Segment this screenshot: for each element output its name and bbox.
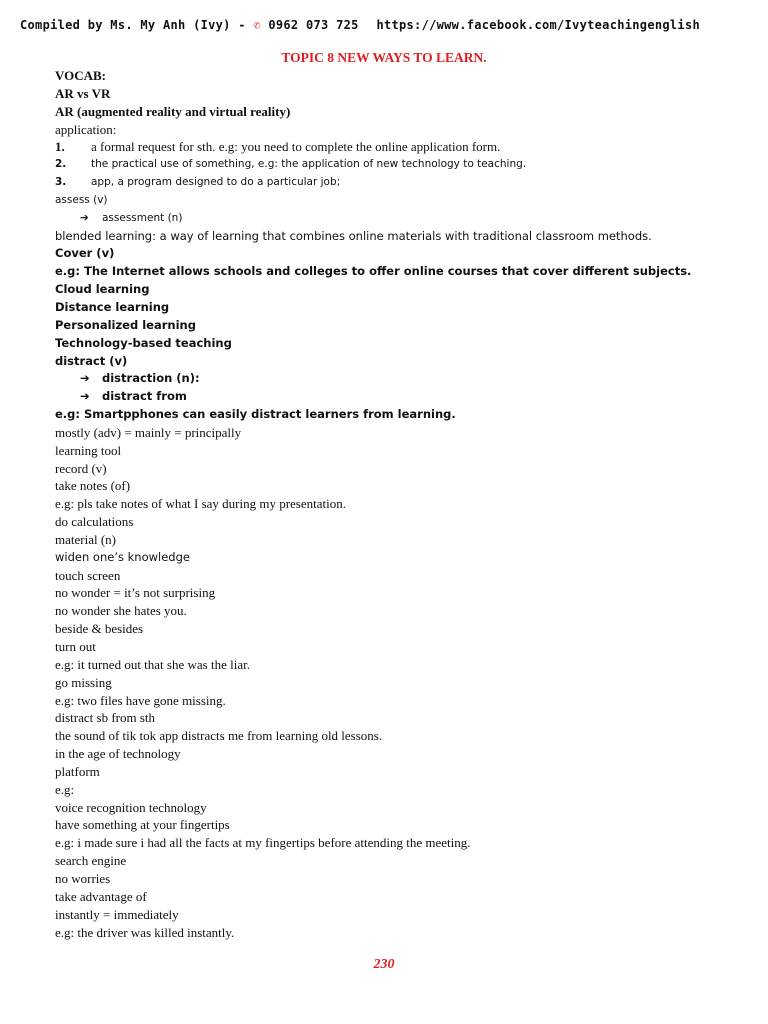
- list-number: 1.: [55, 139, 65, 155]
- vocab-text: material (n): [55, 531, 116, 547]
- arrow-right-icon: ➔: [80, 371, 90, 386]
- vocab-text: mostly (adv) = mainly = principally: [55, 424, 242, 440]
- header-url[interactable]: https://www.facebook.com/Ivyteachingenglish: [376, 18, 700, 32]
- vocab-line: [55, 245, 745, 263]
- vocab-line: [55, 442, 745, 460]
- vocab-line: [55, 852, 745, 870]
- vocab-text: Technology-based teaching: [55, 335, 232, 350]
- vocab-text: app, a program designed to do a particular job;: [91, 176, 341, 189]
- page-title: TOPIC 8 NEW WAYS TO LEARN.: [281, 50, 487, 65]
- vocab-text: go missing: [55, 674, 112, 690]
- vocab-text: no wonder = it’s not surprising: [55, 585, 216, 601]
- vocab-text: search engine: [55, 853, 127, 869]
- list-number: 3.: [55, 176, 67, 189]
- vocab-text: e.g: the driver was killed instantly.: [55, 924, 235, 940]
- vocab-list: [55, 67, 745, 941]
- vocab-line: [55, 816, 745, 834]
- vocab-line: [55, 888, 745, 906]
- vocab-line: [55, 210, 745, 228]
- vocab-line: [55, 549, 745, 567]
- vocab-text: have something at your fingertips: [55, 817, 230, 833]
- vocab-text: Distance learning: [55, 299, 170, 314]
- vocab-line: [55, 495, 745, 513]
- vocab-line: [55, 388, 745, 406]
- vocab-text: distract from: [102, 389, 187, 404]
- vocab-text: e.g: Smartpphones can easily distract learners from learning.: [55, 407, 456, 422]
- vocab-text: record (v): [55, 460, 107, 476]
- vocab-line: [55, 406, 745, 424]
- vocab-text: e.g:: [55, 781, 75, 797]
- vocab-line: [55, 335, 745, 353]
- vocab-line: [55, 638, 745, 656]
- list-number: 2.: [55, 158, 67, 171]
- vocab-text: AR vs VR: [55, 85, 111, 101]
- vocab-line: [55, 85, 745, 103]
- vocab-text: take notes (of): [55, 478, 131, 494]
- vocab-text: Personalized learning: [55, 317, 196, 332]
- vocab-text: take advantage of: [55, 888, 147, 904]
- vocab-text: e.g: it turned out that she was the liar.: [55, 656, 250, 672]
- vocab-text: Cloud learning: [55, 282, 150, 297]
- vocab-text: e.g: pls take notes of what I say during my presentation.: [55, 496, 346, 512]
- header-compiler-text: Compiled by Ms. My Anh (Ivy) -: [20, 18, 246, 32]
- vocab-line: [55, 906, 745, 924]
- vocab-text: the practical use of something, e.g: the application of new technology to teaching.: [91, 158, 527, 171]
- vocab-line: [55, 192, 745, 210]
- vocab-line: [55, 156, 745, 174]
- vocab-line: [55, 834, 745, 852]
- vocab-text: in the age of technology: [55, 746, 181, 762]
- vocab-line: [55, 567, 745, 585]
- vocab-text: blended learning: a way of learning that combines online materials with traditional classroom methods.: [55, 228, 652, 243]
- vocab-line: [55, 763, 745, 781]
- vocab-text: a formal request for sth. e.g: you need to complete the online application form.: [91, 139, 501, 155]
- vocab-text: touch screen: [55, 567, 121, 583]
- vocab-line: [55, 67, 745, 85]
- vocab-text: AR (augmented reality and virtual reality): [55, 103, 291, 119]
- vocab-line: [55, 228, 745, 246]
- vocab-text: assess (v): [55, 193, 108, 206]
- vocab-line: [55, 709, 745, 727]
- vocab-line: [55, 870, 745, 888]
- vocab-line: [55, 674, 745, 692]
- vocab-text: distract sb from sth: [55, 710, 156, 726]
- vocab-line: [55, 121, 745, 139]
- vocab-line: [55, 281, 745, 299]
- vocab-text: voice recognition technology: [55, 799, 207, 815]
- vocab-line: [55, 477, 745, 495]
- vocab-line: [55, 138, 745, 156]
- vocab-line: [55, 174, 745, 192]
- vocab-line: [55, 602, 745, 620]
- vocab-text: no wonder she hates you.: [55, 603, 187, 619]
- vocab-line: [55, 513, 745, 531]
- vocab-text: VOCAB:: [55, 68, 107, 83]
- vocab-text: turn out: [55, 639, 96, 654]
- vocab-text: no worries: [55, 870, 111, 886]
- vocab-text: distraction (n):: [102, 371, 200, 386]
- vocab-line: [55, 745, 745, 763]
- vocab-line: [55, 924, 745, 942]
- vocab-text: distract (v): [55, 353, 128, 368]
- vocab-line: [55, 353, 745, 371]
- vocab-line: [55, 317, 745, 335]
- vocab-text: Cover (v): [55, 246, 115, 261]
- vocab-line: [55, 727, 745, 745]
- arrow-right-icon: ➔: [80, 389, 90, 404]
- vocab-line: [55, 103, 745, 121]
- vocab-line: [55, 656, 745, 674]
- page-header: [20, 18, 700, 32]
- vocab-line: [55, 370, 745, 388]
- vocab-text: widen one’s knowledge: [55, 549, 190, 564]
- vocab-line: [55, 531, 745, 549]
- header-phone: 0962 073 725: [268, 18, 359, 32]
- vocab-text: beside & besides: [55, 621, 144, 637]
- vocab-line: [55, 584, 745, 602]
- vocab-text: assessment (n): [102, 211, 183, 224]
- vocab-text: do calculations: [55, 514, 134, 530]
- header-compiler: [20, 18, 359, 32]
- arrow-right-icon: ➔: [80, 211, 89, 224]
- vocab-text: instantly = immediately: [55, 906, 179, 922]
- vocab-line: [55, 692, 745, 710]
- vocab-text: the sound of tik tok app distracts me from learning old lessons.: [55, 728, 383, 744]
- page-number: 230: [373, 957, 395, 972]
- vocab-text: e.g: i made sure i had all the facts at my fingertips before attending the meeting.: [55, 835, 471, 851]
- vocab-text: application:: [55, 121, 117, 137]
- vocab-line: [55, 799, 745, 817]
- vocab-line: [55, 263, 745, 281]
- vocab-line: [55, 620, 745, 638]
- vocab-line: [55, 460, 745, 478]
- vocab-text: platform: [55, 763, 100, 779]
- vocab-line: [55, 424, 745, 442]
- vocab-line: [55, 299, 745, 317]
- vocab-text: learning tool: [55, 442, 122, 458]
- vocab-line: [55, 781, 745, 799]
- vocab-text: e.g: The Internet allows schools and colleges to offer online courses that cover different subjects.: [55, 264, 692, 279]
- phone-icon: ✆: [253, 18, 261, 32]
- vocab-text: e.g: two files have gone missing.: [55, 692, 226, 708]
